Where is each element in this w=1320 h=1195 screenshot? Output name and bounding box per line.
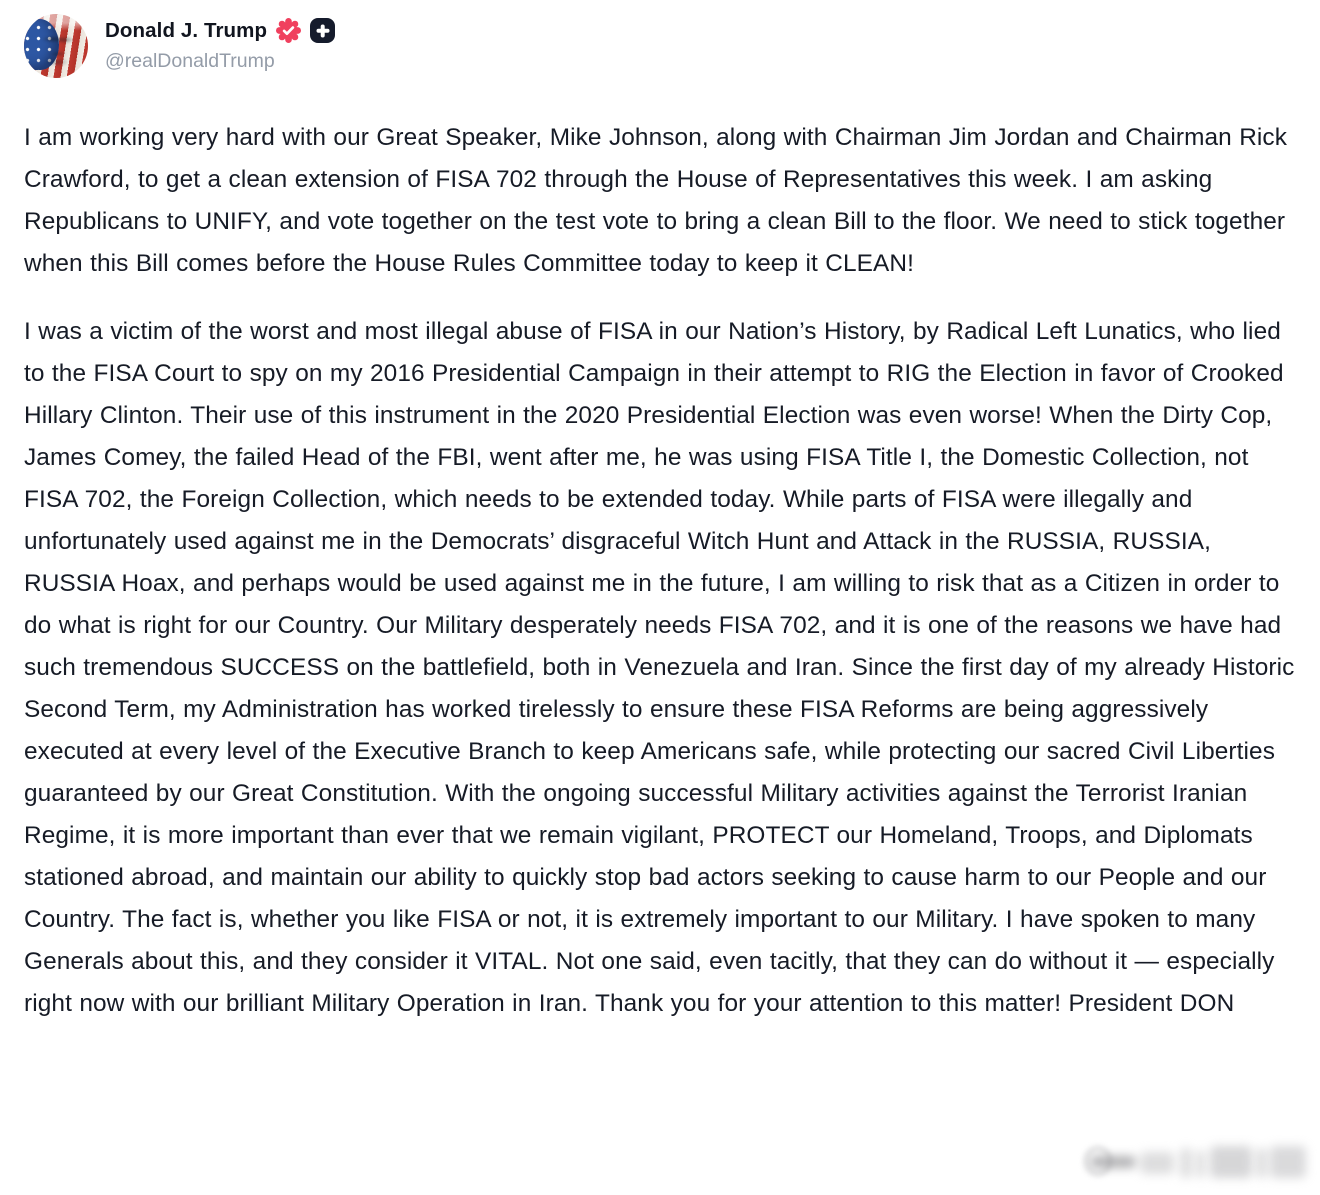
post-body <box>0 117 1320 1025</box>
truth-plus-badge-icon <box>310 18 335 43</box>
blur-blob <box>1180 1148 1192 1178</box>
user-identity <box>105 14 335 73</box>
post-paragraph-2: I was a victim of the worst and most illegal abuse of FISA in our Nation’s History, by Radical Left Lunatics, who lied to the FISA Court to spy on my 2016 Presidential Campaign in their attempt to RIG the Election in favor of Crooked Hillary Clinton. Their use of this instrument in the 2020 Presidential Election was even worse! When the Dirty Cop, James Comey, the failed Head of the FBI, went after me, he was using FISA Title I, the Domestic Collection, not FISA 702, the Foreign Collection, which needs to be extended today. While parts of FISA were illegally and unfortunately used against me in the Democrats’ disgraceful Witch Hunt and Attack in the RUSSIA, RUSSIA, RUSSIA Hoax, and perhaps would be used against me in the future, I am willing to risk that as a Citizen in order to do what is right for our Country. Our Military desperately needs FISA 702, and it is one of the reasons we have had such tremendous SUCCESS on the battlefield, both in Venezuela and Iran. Since the first day of my already Historic Second Term, my Administration has worked tirelessly to ensure these FISA Reforms are being aggressively executed at every level of the Executive Branch to keep Americans safe, while protecting our sacred Civil Liberties guaranteed by our Great Constitution. With the ongoing successful Military activities against the Terrorist Iranian Regime, it is more important than ever that we remain vigilant, PROTECT our Homeland, Troops, and Diplomats stationed abroad, and maintain our ability to quickly stop bad actors seeking to cause harm to our People and our Country. The fact is, whether you like FISA or not, it is extremely important to our Military. I have spoken to many Generals about this, and they consider it VITAL. Not one said, even tacitly, that they can do without it — especially right now with our brilliant Military Operation in Iran. Thank you for your attention to this matter! President DON <box>24 318 1295 1017</box>
name-row <box>105 18 335 43</box>
blur-blob <box>1084 1146 1112 1176</box>
blur-blob <box>1140 1152 1174 1174</box>
blur-blob <box>1090 1156 1136 1168</box>
avatar[interactable] <box>24 14 88 78</box>
user-handle[interactable]: @realDonaldTrump <box>105 50 275 72</box>
post-header <box>0 0 1320 78</box>
display-name[interactable]: Donald J. Trump <box>105 18 268 42</box>
blurred-watermark <box>1082 1140 1308 1186</box>
blur-blob <box>1256 1148 1267 1178</box>
verified-badge-icon <box>276 18 301 43</box>
blur-blob <box>1270 1146 1306 1178</box>
post-paragraph-1: I am working very hard with our Great Speaker, Mike Johnson, along with Chairman Jim Jordan and Chairman Rick Crawford, to get a clean extension of FISA 702 through the House of Representatives this week. I am asking Republicans to UNIFY, and vote together on the test vote to bring a clean Bill to the floor. We need to stick together when this Bill comes before the House Rules Committee today to keep it CLEAN! <box>24 124 1288 277</box>
blur-blob <box>1210 1146 1252 1178</box>
blur-blob <box>1196 1150 1205 1178</box>
